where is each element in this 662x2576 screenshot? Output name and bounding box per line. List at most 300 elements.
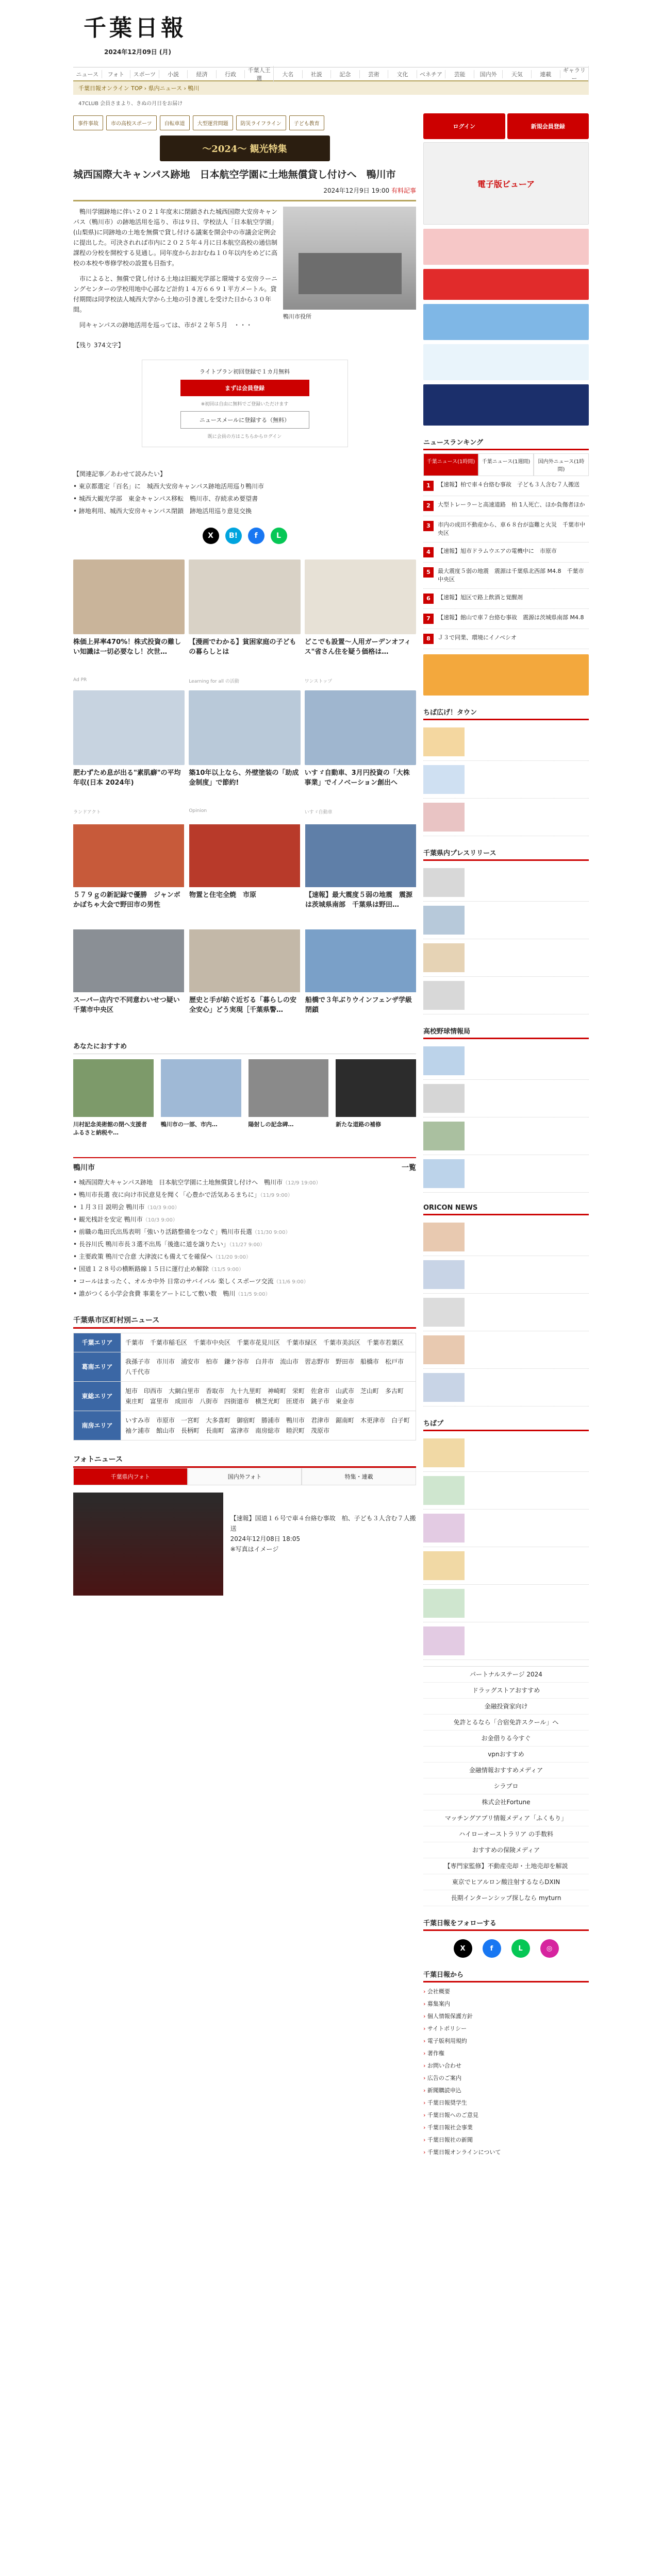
related-heading: 【関連記事／あわせて読みたい】: [73, 470, 167, 478]
side-item[interactable]: [423, 1331, 589, 1369]
accident-photo: [73, 1493, 223, 1596]
nav-item[interactable]: ニュース: [73, 70, 102, 78]
ad-grid: [73, 560, 416, 815]
ranking-tab[interactable]: 千葉ニュース(1時間): [423, 453, 478, 476]
article-image: [189, 929, 300, 992]
article-card-title: スーパー店内で不同意わいせつ疑い 千葉市中央区: [73, 996, 187, 1014]
tourism-banner[interactable]: 〜2024〜 観光特集: [160, 135, 330, 161]
area-label: 千葉エリア: [74, 1333, 121, 1352]
ranking-title: 大型トレーラーと高速道路 柏 1人死亡、ほか負傷者ほか: [438, 501, 585, 508]
recommended-card[interactable]: [161, 1059, 241, 1137]
site-link[interactable]: › 千葉日報社の新聞: [423, 2134, 589, 2146]
ranking-tabs: [423, 453, 589, 476]
side-item[interactable]: [423, 977, 589, 1014]
related-articles: [73, 468, 416, 517]
recommended-image: [161, 1059, 241, 1117]
ranking-item[interactable]: [423, 589, 589, 609]
nav-item[interactable]: 社説: [303, 70, 332, 78]
topic-tag[interactable]: 市の高校スポーツ: [106, 115, 157, 130]
site-link[interactable]: › 新聞購読申込: [423, 2084, 589, 2097]
side-thumb: [423, 1589, 465, 1618]
side-thumb: [423, 727, 465, 756]
photo-tab[interactable]: 特集・連載: [302, 1468, 416, 1485]
chibapu-heading: ちばプ: [423, 1415, 589, 1431]
login-button[interactable]: ログイン: [423, 113, 505, 139]
side-thumb: [423, 1551, 465, 1580]
photo-tab[interactable]: 国内外フォト: [188, 1468, 302, 1485]
remaining-chars: 【残り 374文字】: [73, 342, 124, 349]
side-thumb: [423, 1335, 465, 1364]
news-title: 観光桟計を安定 鴨川市: [78, 1216, 143, 1223]
side-item[interactable]: [423, 1042, 589, 1080]
manga-heading: ちば広げ！タウン: [423, 704, 589, 720]
paid-badge: 有料記事: [391, 187, 416, 194]
ad-title: 【漫画でわかる】貧困家庭の子どもの暮らしとは: [189, 638, 296, 656]
area-label: 葛南エリア: [74, 1352, 121, 1382]
news-date: （11/30 9:00）: [252, 1230, 291, 1235]
ad-banner[interactable]: [423, 269, 589, 300]
recommended-image: [73, 1059, 154, 1117]
news-date: （11/27 9:00）: [229, 1242, 266, 1248]
area-row: [74, 1382, 416, 1411]
article-card-title: 歴史と手が紡ぐ近ぢる「暮らしの安全安心」どう実現［千葉県警…: [189, 996, 297, 1014]
side-thumb: [423, 943, 465, 972]
area-heading: 千葉県市区町村別ニュース: [73, 1315, 416, 1329]
side-item[interactable]: [423, 864, 589, 902]
nav-item[interactable]: 大名: [274, 70, 303, 78]
article-card[interactable]: [73, 929, 187, 1029]
side-thumb: [423, 1373, 465, 1402]
news-title: １月３日 説明会 鴨川市: [78, 1204, 145, 1211]
paywall-lead: ライトプラン初回登録で１カ月無料: [199, 368, 290, 375]
facebook-follow-icon[interactable]: f: [483, 1939, 501, 1958]
side-thumb: [423, 1438, 465, 1467]
nav-item[interactable]: 記念: [331, 70, 360, 78]
article-card[interactable]: [73, 824, 184, 924]
topic-tag[interactable]: 大型運営問題: [193, 115, 233, 130]
ad-card[interactable]: [189, 690, 300, 815]
side-item[interactable]: [423, 1294, 589, 1331]
topic-tag[interactable]: 事件事故: [73, 115, 103, 130]
news-item[interactable]: [73, 1239, 416, 1251]
ad-image: [73, 690, 185, 765]
side-item[interactable]: [423, 1434, 589, 1472]
side-thumb: [423, 1046, 465, 1075]
breadcrumb[interactable]: 千葉日報オンライン TOP › 県内ニュース › 鴨川: [73, 81, 589, 95]
recommended-image: [336, 1059, 416, 1117]
news-date: （11/9 9:00）: [260, 1193, 293, 1198]
news-item[interactable]: [73, 1214, 416, 1226]
x-follow-icon[interactable]: X: [454, 1939, 472, 1958]
login-notice: 47CLUB 会員さまより、きぬの月日をお届け: [78, 100, 183, 107]
topic-tag[interactable]: 自転車道: [160, 115, 190, 130]
line-share-icon[interactable]: L: [271, 528, 287, 544]
area-towns[interactable]: 我孫子市 市川市 浦安市 柏市 鎌ケ谷市 白井市 流山市 習志野市 野田市 船橋市 松戸市 八千代市: [121, 1352, 416, 1382]
article-card[interactable]: [305, 824, 416, 924]
site-header: [73, 0, 589, 67]
nav-item[interactable]: ベネチア: [417, 70, 446, 78]
side-thumb: [423, 1626, 465, 1655]
ad-card[interactable]: [73, 560, 185, 684]
topic-tag[interactable]: 子ども教育: [289, 115, 324, 130]
article-image: [189, 824, 300, 887]
site-link[interactable]: › お問い合わせ: [423, 2060, 589, 2072]
ranking-tab[interactable]: 千葉ニュース(1週間): [478, 453, 534, 476]
site-link[interactable]: › 千葉日報オンラインについて: [423, 2146, 589, 2159]
area-row: [74, 1352, 416, 1382]
ad-title: 株価上昇率470%！株式投資の難しい知識は一切必要なし！次世…: [73, 638, 181, 656]
nav-item[interactable]: 文化: [388, 70, 417, 78]
area-label: 東総エリア: [74, 1382, 121, 1411]
news-item[interactable]: [73, 1251, 416, 1263]
side-thumb: [423, 1084, 465, 1113]
side-item[interactable]: [423, 939, 589, 977]
ranking-item[interactable]: [423, 543, 589, 563]
ranking-title: 【速報】柏で車４台絡む事故 子ども３人含む７人搬送: [438, 481, 580, 488]
side-item[interactable]: [423, 1622, 589, 1660]
register-button[interactable]: まずは会員登録: [180, 380, 309, 396]
x-share-icon[interactable]: X: [203, 528, 219, 544]
topic-tags: [73, 115, 416, 130]
news-date: （10/3 9:00）: [144, 1205, 180, 1211]
ranking-number: 4: [423, 547, 434, 557]
recommended-title: 新たな道路の補修: [336, 1121, 382, 1128]
side-item[interactable]: [423, 902, 589, 939]
ranking-title: 最大震度５弱の地震 震源は千葉県北西部 M4.8 千葉市中央区: [438, 568, 584, 583]
article-image: [305, 824, 416, 887]
ranking-item[interactable]: [423, 476, 589, 496]
area-towns[interactable]: 旭市 印西市 大網白里市 香取市 九十九里町 神崎町 栄町 佐倉市 山武市 芝山町 多古町 東庄町 富里市 成田市 八街市 四街道市 横芝光町 匝瑳市 銚子市 東金市: [121, 1382, 416, 1411]
follow-icons: [423, 1939, 589, 1958]
article-grid: [73, 824, 416, 1029]
header-date: 2024年12月09日 (月): [104, 48, 171, 56]
site-link[interactable]: › 募集案内: [423, 1998, 589, 2010]
side-thumb: [423, 1159, 465, 1188]
area-label: 南房エリア: [74, 1411, 121, 1440]
ad-title: どこでも設置〜人用ガーデンオフィス"省さん住を疑う価格は…: [304, 638, 411, 656]
ranking-item[interactable]: [423, 563, 589, 589]
news-date: （11/5 9:00）: [235, 1292, 271, 1297]
ad-title: 肥わずため息が出る"素肌癖"の平均年収(日本 2024年): [73, 769, 181, 787]
ad-banner[interactable]: [423, 304, 589, 340]
nav-item[interactable]: 連載: [532, 70, 560, 78]
partner-link[interactable]: 免許とるなら「合宿免許スクール」へ: [423, 1715, 589, 1731]
site-link[interactable]: › 千葉日報社会事業: [423, 2122, 589, 2134]
global-nav: [73, 67, 589, 81]
partner-link[interactable]: 金融情報おすすめメディア: [423, 1762, 589, 1778]
news-item[interactable]: [73, 1201, 416, 1214]
paywall-note: ※初回は自由に無料でご登録いただけます: [201, 402, 289, 407]
ranking-title: Ｊ３で同業、環境にイノベシオ: [438, 634, 517, 641]
partner-link[interactable]: シラプロ: [423, 1778, 589, 1794]
side-thumb: [423, 1514, 465, 1543]
article-image: [73, 929, 184, 992]
partner-link[interactable]: マッチングアプリ情報メディア「ふくもり」: [423, 1810, 589, 1826]
ranking-number: 5: [423, 567, 434, 578]
article-card[interactable]: [305, 929, 416, 1029]
site-link[interactable]: › 会社概要: [423, 1986, 589, 1998]
site-links: [423, 1986, 589, 2159]
news-item[interactable]: [73, 1177, 416, 1189]
share-bar: [73, 528, 416, 544]
article-card[interactable]: [189, 929, 300, 1029]
side-thumb: [423, 981, 465, 1010]
hatena-share-icon[interactable]: B!: [225, 528, 242, 544]
partner-link[interactable]: 【専門家監修】不動産売却・土地売却を解説: [423, 1858, 589, 1874]
ranking-item[interactable]: [423, 496, 589, 516]
side-thumb: [423, 906, 465, 935]
site-link[interactable]: › 著作権: [423, 2047, 589, 2060]
article-meta: [73, 186, 416, 195]
topic-tag[interactable]: 防災ライフライン: [236, 115, 286, 130]
ranking-number: 3: [423, 521, 434, 531]
partner-link[interactable]: 金融投資家向け: [423, 1699, 589, 1715]
ad-image: [189, 690, 300, 765]
side-thumb: [423, 1122, 465, 1150]
ad-source: ランドアクト: [73, 810, 101, 815]
city-hall-image: [283, 207, 416, 310]
news-title: 誰がつくる小学会食費 事業をアートにして敷い数 鴨川: [78, 1290, 236, 1297]
photo-tab[interactable]: 千葉県内フォト: [73, 1468, 188, 1485]
news-item[interactable]: [73, 1226, 416, 1239]
divider: [73, 200, 416, 201]
side-item[interactable]: [423, 1218, 589, 1256]
side-item[interactable]: [423, 1547, 589, 1585]
side-item[interactable]: [423, 723, 589, 761]
partner-link[interactable]: 長期インターンシップ探しなら myturn: [423, 1890, 589, 1906]
site-link[interactable]: › 個人情報保護方針: [423, 2010, 589, 2023]
side-thumb: [423, 765, 465, 794]
recommended-card[interactable]: [249, 1059, 329, 1137]
site-link[interactable]: › サイトポリシー: [423, 2023, 589, 2035]
sidebar: [423, 113, 589, 2159]
side-thumb: [423, 1298, 465, 1327]
login-link[interactable]: 既に会員の方はこちらからログイン: [207, 434, 282, 439]
area-row: [74, 1411, 416, 1440]
related-link[interactable]: • 城西大観光学部 東金キャンパス移転 鴨川市、存続求め要望書: [73, 493, 416, 505]
partner-link[interactable]: おすすめの保険メディア: [423, 1842, 589, 1858]
follow-heading: 千葉日報をフォローする: [423, 1914, 589, 1931]
ranking-number: 2: [423, 501, 434, 511]
partner-link[interactable]: 東京でヒアルロン酸注射するならDXIN: [423, 1874, 589, 1890]
partner-links: [423, 1666, 589, 1906]
ad-title: 築10年以上なら、外壁塗装の「助成金制度」で節約!: [189, 769, 299, 787]
instagram-follow-icon[interactable]: ◎: [540, 1939, 559, 1958]
nav-item[interactable]: スポーツ: [130, 70, 159, 78]
line-follow-icon[interactable]: L: [511, 1939, 530, 1958]
ranking-item[interactable]: [423, 516, 589, 543]
side-item[interactable]: [423, 1080, 589, 1117]
ad-card[interactable]: [305, 690, 416, 815]
side-item[interactable]: [423, 761, 589, 799]
ranking-title: 【速報】館山で車７台絡む事故 震源は茨城県南部 M4.8: [438, 614, 584, 621]
photo-tabs: [73, 1468, 416, 1485]
ad-image: [189, 560, 300, 634]
article-card-title: 船橋で３年ぶりウインフェンザ学級閉鎖: [305, 996, 412, 1014]
partner-link[interactable]: お金借りる今すぐ: [423, 1731, 589, 1747]
ad-card[interactable]: [73, 690, 185, 815]
ad-image: [73, 560, 185, 634]
news-date: （11/5 9:00）: [208, 1267, 244, 1273]
ranking-title: 市内の成田不動産から、車６８台が盗難と火災 千葉市中央区: [438, 521, 585, 536]
side-thumb: [423, 803, 465, 832]
recommended-title: 川村記念美術館の閉へ支援者 ふるさと納税や…: [73, 1121, 153, 1136]
epaper-viewer[interactable]: 電子版ビューア: [423, 142, 589, 225]
side-thumb: [423, 868, 465, 897]
ranking-item[interactable]: [423, 609, 589, 629]
partner-link[interactable]: パートナルステージ 2024: [423, 1667, 589, 1683]
ad-card[interactable]: [189, 560, 300, 684]
news-date: （12/9 19:00）: [283, 1180, 321, 1186]
register-side-button[interactable]: 新規会員登録: [507, 113, 589, 139]
ranking-tab[interactable]: 国内外ニュース(1時間): [534, 453, 589, 476]
partner-link[interactable]: ドラッグストアおすすめ: [423, 1683, 589, 1699]
oricon-heading: ORICON NEWS: [423, 1201, 589, 1215]
news-title: 長谷川氏 鴨川市長３選不出馬「後進に道を譲りたい」: [78, 1241, 229, 1248]
article-photo[interactable]: [283, 207, 416, 335]
news-item[interactable]: [73, 1276, 416, 1288]
article-body: [73, 207, 416, 335]
ranking-number: 7: [423, 614, 434, 624]
nav-item[interactable]: 芸能: [445, 70, 474, 78]
article-paragraph: 同キャンパスの跡地活用を巡っては、市が２２年５月 ・・・: [79, 321, 253, 329]
nav-item[interactable]: 千葉人王選: [245, 66, 274, 82]
article-date: 2024年12月9日 19:00: [323, 187, 390, 194]
ad-image: [305, 690, 416, 765]
news-title: 前職の亀田氏出馬表明「強いり活路整備をつなぐ」鴨川市長選: [78, 1228, 252, 1235]
partner-link[interactable]: 株式会社Fortune: [423, 1794, 589, 1810]
news-item[interactable]: [73, 1189, 416, 1201]
side-item[interactable]: [423, 799, 589, 836]
side-thumb: [423, 1223, 465, 1251]
news-title: 主要政策 鴨川で合意 大津波にも備えてを確保へ: [78, 1253, 213, 1260]
recommended-card[interactable]: [73, 1059, 154, 1137]
ad-source: ワンストップ: [304, 679, 333, 684]
area-towns[interactable]: 千葉市 千葉市稲毛区 千葉市中央区 千葉市花見川区 千葉市緑区 千葉市美浜区 千葉市若葉区: [121, 1333, 416, 1352]
paywall-box: [142, 360, 348, 447]
sitelinks-heading: 千葉日報から: [423, 1966, 589, 1982]
side-thumb: [423, 1260, 465, 1289]
more-link[interactable]: 一覧: [402, 1164, 416, 1172]
article-paragraph: 鴨川学園跡地に伴い２０２１年度末に閉鎖された城西国際大安房キャンパス（鴨川市）の跡地活用を巡り、市は９日、学校法人「日本航空学園」(山梨県)に同跡地の土地を無償で貸し付ける議案を開会中の市議会定例会に提出した。可決されれば市内に２０２５年４月に日本航空高校の通信制課程の分校を開校する見通し。同年度からおおむね１０年以内をめどに高校の本校や専修学校の設置も目指す。: [73, 208, 278, 267]
area-table: [73, 1333, 416, 1440]
photo-caption: 鴨川市役所: [283, 313, 311, 320]
ad-source: Ad PR: [73, 677, 87, 683]
article-paragraph: 市によると、無償で貸し付ける土地は旧観光学部と環境する安房ラーニングセンターの学校用地中心部など計約１４万６６９１平方メートル。貸付期間は同学校法人城西大学から土地の引き渡しを受けた日から３０年間。: [73, 275, 278, 313]
recommended-title: 鴨川市の一部、市内…: [160, 1121, 218, 1128]
article-card-title: ５７９ｇの新記録で優勝 ジャンボかぼちゃ大会で野田市の男性: [73, 891, 180, 909]
news-date: （10/3 9:00）: [142, 1217, 178, 1223]
koko-heading: 高校野球情報局: [423, 1023, 589, 1039]
news-title: 鴨川市長選 夜に向け市民意見を聞く「心豊かで活気あるまちに」: [78, 1191, 260, 1198]
recommended-grid: [73, 1059, 416, 1137]
area-row: [74, 1333, 416, 1352]
partner-link[interactable]: ハイローオーストラリア の手数料: [423, 1826, 589, 1842]
nav-item[interactable]: 芸術: [360, 70, 389, 78]
article-card[interactable]: [189, 824, 300, 924]
nav-item[interactable]: 天気: [503, 70, 532, 78]
ranking-title: 【速報】旭市ドラムウエアの電機中に 市原市: [438, 548, 557, 554]
partner-link[interactable]: vpnおすすめ: [423, 1747, 589, 1762]
recommended-image: [249, 1059, 329, 1117]
site-link[interactable]: › 広告のご案内: [423, 2072, 589, 2084]
ranking-list: [423, 476, 589, 649]
news-title: 国道１２８号の横断路線１５日に運行止め解除: [78, 1265, 209, 1273]
news-date: （11/6 9:00）: [273, 1279, 309, 1285]
side-item[interactable]: [423, 1155, 589, 1193]
ad-banner[interactable]: [423, 654, 589, 696]
newsletter-button[interactable]: ニュースメールに登録する（無料）: [180, 411, 309, 429]
article-card-title: 【速報】最大震度５弱の地震 震源は茨城県南部 千葉県は野田…: [305, 891, 413, 909]
ad-banner[interactable]: [423, 384, 589, 426]
side-item[interactable]: [423, 1369, 589, 1406]
ad-banner[interactable]: [423, 344, 589, 380]
side-thumb: [423, 1476, 465, 1505]
facebook-share-icon[interactable]: f: [248, 528, 264, 544]
news-item[interactable]: [73, 1288, 416, 1300]
site-logo[interactable]: 千葉日報: [84, 15, 187, 41]
news-title: 城西国際大キャンパス跡地 日本航空学園に土地無償貸し付けへ 鴨川市: [78, 1179, 283, 1186]
area-towns[interactable]: いすみ市 市原市 一宮町 大多喜町 御宿町 勝浦市 鴨川市 君津市 鋸南町 木更津市 白子町 袖ケ浦市 館山市 長柄町 長南町 富津市 南房総市 睦沢町 茂原市: [121, 1411, 416, 1440]
ranking-title: 【速報】旭区で路上飲酒と覚醒剤: [438, 594, 523, 601]
side-item[interactable]: [423, 1117, 589, 1155]
article-card-title: 物置と住宅全焼 市原: [189, 891, 257, 899]
article-image: [73, 824, 184, 887]
related-link[interactable]: • 跡地利用、城西大安房キャンパス閉鎖 跡地活用巡り意見交換: [73, 505, 416, 517]
ad-source: いすゞ自動車: [304, 810, 333, 815]
ad-source: Learning for all の活動: [189, 679, 239, 684]
recommended-heading: あなたにおすすめ: [73, 1038, 416, 1054]
nav-item[interactable]: ギャラリー: [560, 66, 589, 82]
ad-title: いすゞ自動車、3月円投資の「大株事業」でイノベーション創出へ: [304, 769, 410, 787]
ranking-heading: ニュースランキング: [423, 434, 589, 450]
ranking-number: 1: [423, 481, 434, 491]
news-title: コールはまったく、オルカ中外 日常のサバイバル 楽しくスポーツ交流: [78, 1278, 274, 1285]
press-heading: 千葉県内プレスリリース: [423, 844, 589, 861]
kamogawa-news: [73, 1157, 416, 1300]
ad-image: [305, 560, 416, 634]
recommended-title: 陽射しの記念碑…: [248, 1121, 294, 1128]
photo-item-text: 【速報】国道１６号で車４台絡む事故 柏、子ども３人含む７人搬送 2024年12月08日 18:05 ※写真はイメージ: [230, 1515, 416, 1553]
photo-news-heading: フォトニュース: [73, 1454, 416, 1468]
side-item[interactable]: [423, 1256, 589, 1294]
news-item[interactable]: [73, 1263, 416, 1276]
ad-card[interactable]: [305, 560, 416, 684]
nav-item[interactable]: 国内外: [474, 70, 503, 78]
ranking-number: 6: [423, 594, 434, 604]
nav-item[interactable]: 小説: [159, 70, 188, 78]
photo-item[interactable]: [73, 1485, 416, 1603]
nav-item[interactable]: 経済: [188, 70, 217, 78]
recommended-card[interactable]: [336, 1059, 416, 1137]
main-column: [73, 113, 416, 2159]
nav-item[interactable]: フォト: [102, 70, 131, 78]
side-item[interactable]: [423, 1472, 589, 1510]
side-item[interactable]: [423, 1510, 589, 1547]
nav-item[interactable]: 行政: [217, 70, 245, 78]
article-title: 城西国際大キャンパス跡地 日本航空学園に土地無償貸し付けへ 鴨川市: [73, 169, 396, 180]
site-link[interactable]: › 千葉日報へのご意見: [423, 2109, 589, 2122]
ad-source: Opinion: [189, 808, 207, 814]
ad-banner[interactable]: [423, 229, 589, 265]
site-link[interactable]: › 千葉日報奨学生: [423, 2097, 589, 2109]
ranking-item[interactable]: [423, 629, 589, 649]
kamogawa-heading: 鴨川市: [73, 1164, 95, 1172]
side-item[interactable]: [423, 1585, 589, 1622]
ranking-number: 8: [423, 634, 434, 644]
site-link[interactable]: › 電子版利用規約: [423, 2035, 589, 2047]
related-link[interactable]: • 東京都選定「百名」に 城西大安房キャンパス跡地活用巡り鴨川市: [73, 480, 416, 493]
